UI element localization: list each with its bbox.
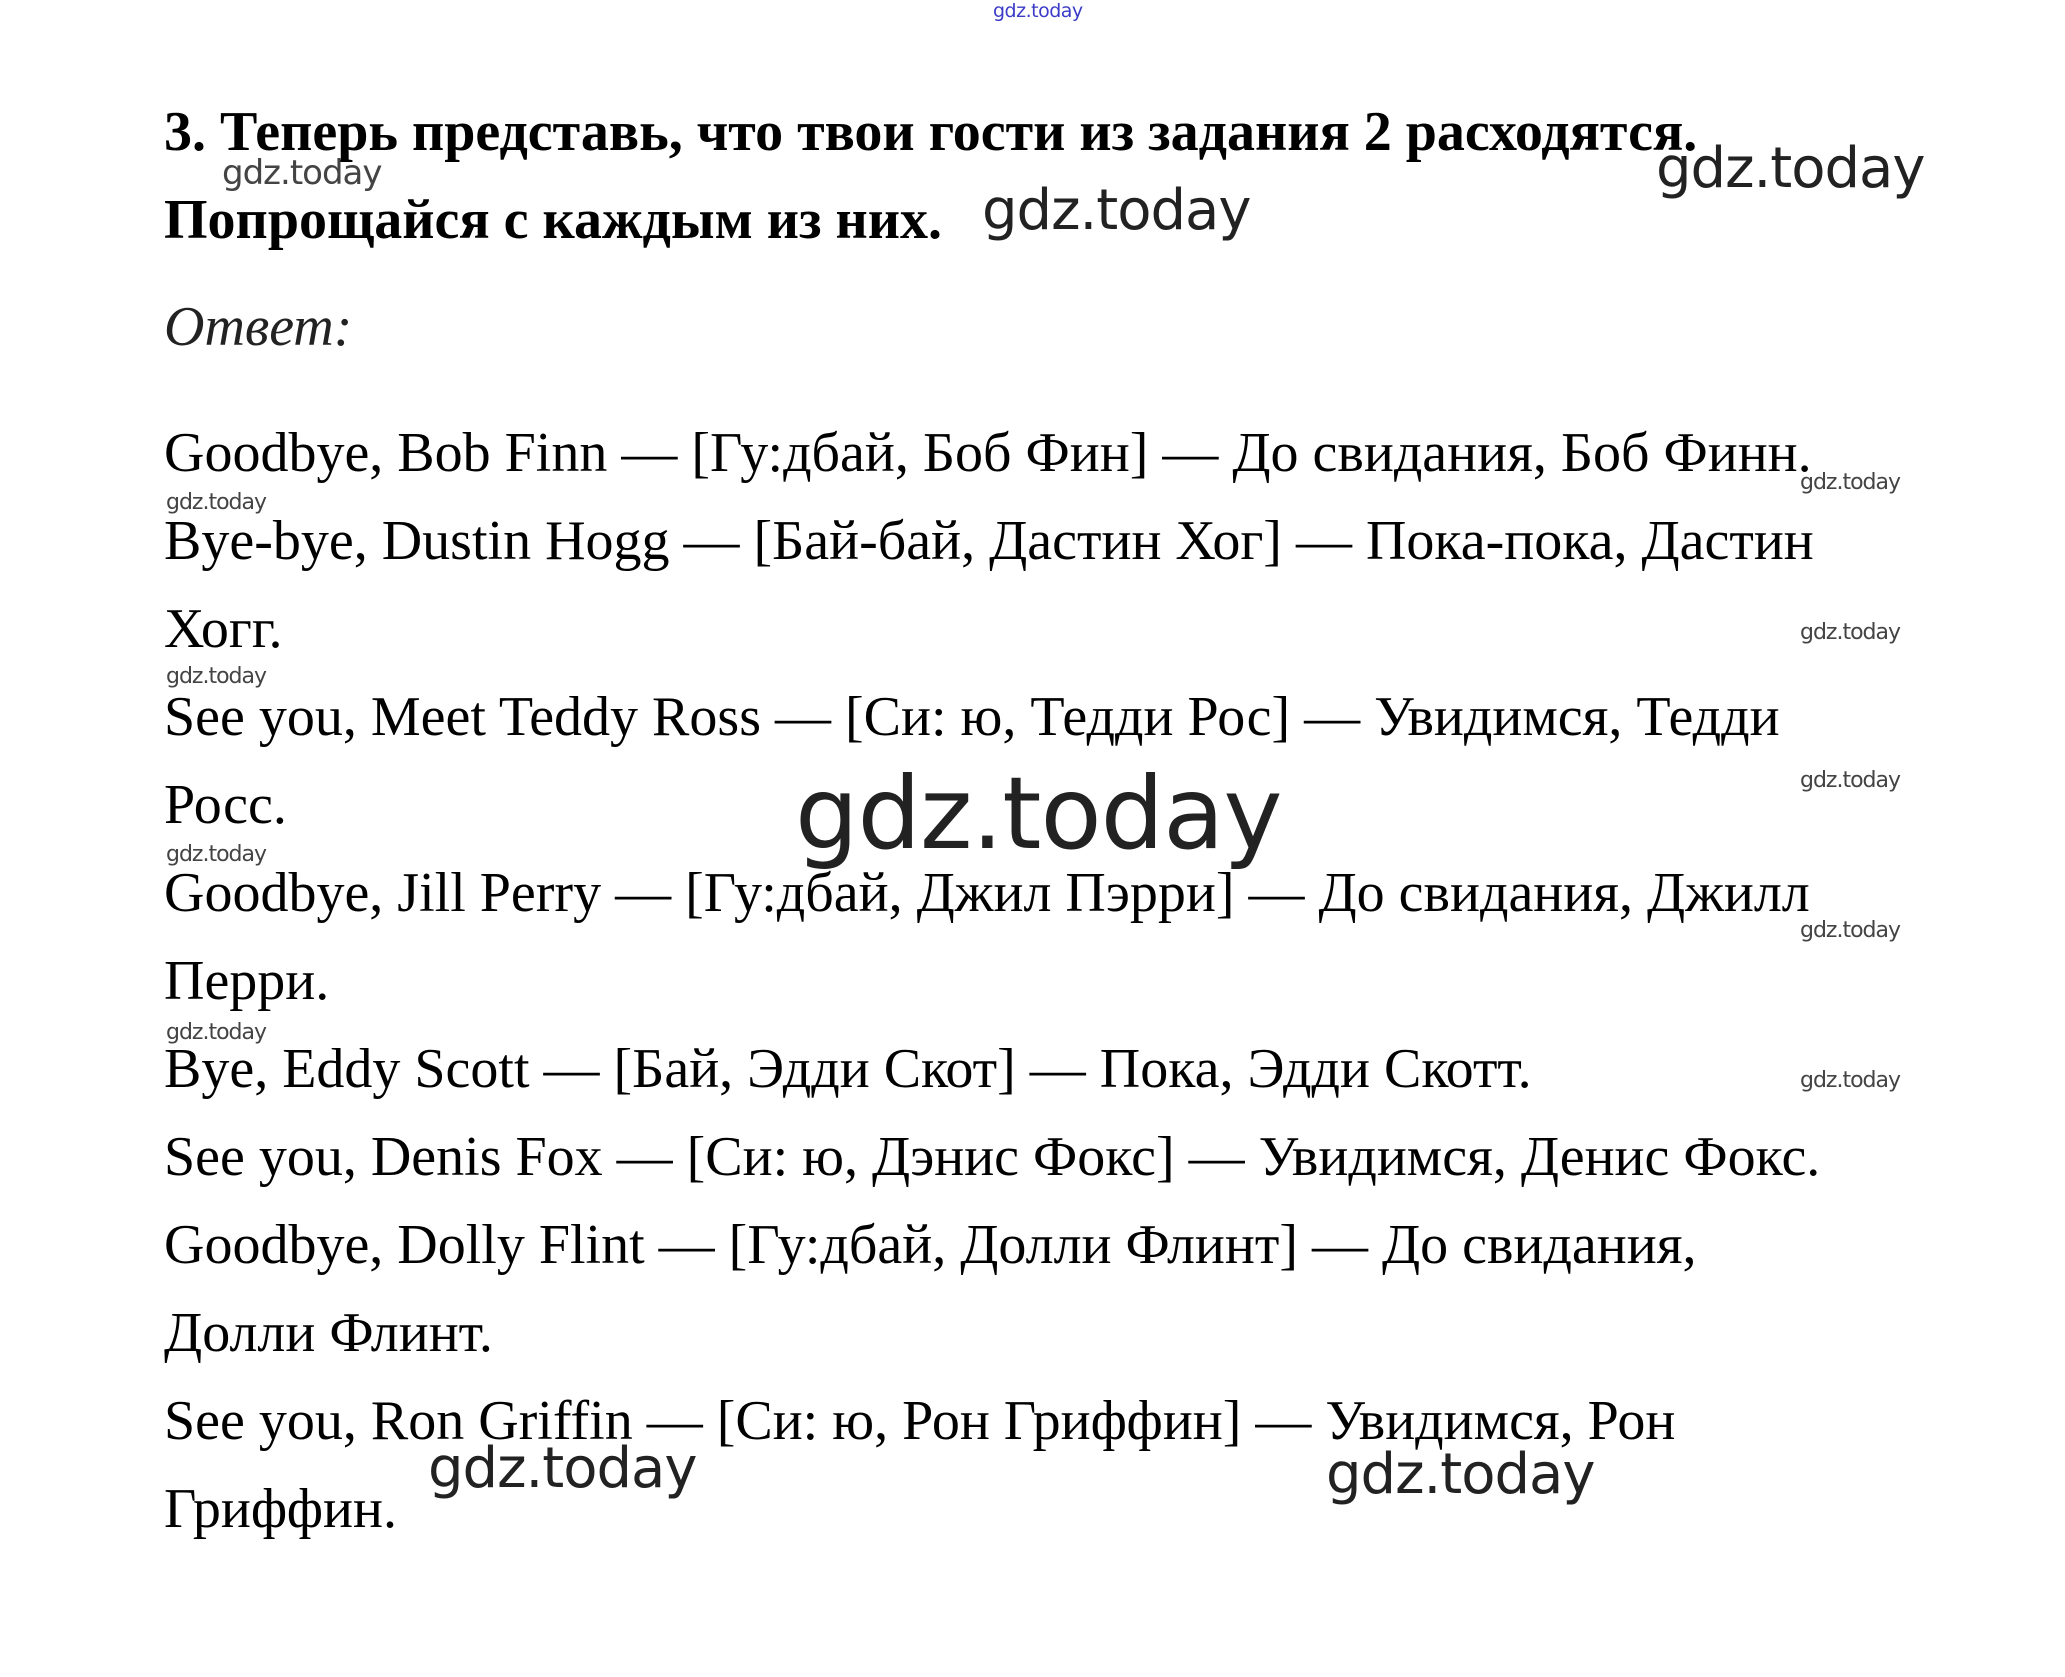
task-title-line-2: Попрощайся с каждым из них. bbox=[164, 189, 943, 251]
answer-line: Росс. bbox=[164, 774, 287, 836]
answer-line: See you, Denis Fox — [Си: ю, Дэнис Фокс] — Увидимся, Денис Фокс. bbox=[164, 1126, 1821, 1188]
watermark: gdz.today bbox=[1800, 768, 1901, 793]
answer-line: See you, Meet Teddy Ross — [Си: ю, Тедди Рос] — Увидимся, Тедди bbox=[164, 686, 1780, 748]
watermark: gdz.today bbox=[166, 1020, 267, 1045]
answer-line: See you, Ron Griffin — [Си: ю, Рон Гриффин] — Увидимся, Рон bbox=[164, 1390, 1676, 1452]
watermark: gdz.today bbox=[166, 664, 267, 689]
watermark: gdz.today bbox=[982, 178, 1251, 243]
answer-line: Гриффин. bbox=[164, 1478, 397, 1540]
answer-line: Перри. bbox=[164, 950, 330, 1012]
answer-line: Goodbye, Bob Finn — [Гу:дбай, Боб Фин] — До свидания, Боб Финн. bbox=[164, 422, 1812, 484]
answer-line: Долли Флинт. bbox=[164, 1302, 493, 1364]
answer-list bbox=[164, 409, 1924, 1553]
watermark: gdz.today bbox=[1800, 918, 1901, 943]
answer-line: Bye, Eddy Scott — [Бай, Эдди Скот] — Пока, Эдди Скотт. bbox=[164, 1038, 1532, 1100]
watermark: gdz.today bbox=[1800, 620, 1901, 645]
answer-label: Ответ: bbox=[164, 296, 353, 358]
watermark: gdz.today bbox=[1656, 136, 1925, 201]
answer-line: Goodbye, Jill Perry — [Гу:дбай, Джил Пэрри] — До свидания, Джилл bbox=[164, 862, 1810, 924]
watermark: gdz.today bbox=[428, 1436, 697, 1501]
task-title-line-1: 3. Теперь представь, что твои гости из задания 2 расходятся. bbox=[164, 101, 1698, 163]
watermark: gdz.today bbox=[1800, 470, 1901, 495]
answer-line: Хогг. bbox=[164, 598, 283, 660]
watermark: gdz.today bbox=[222, 153, 382, 193]
top-watermark: gdz.today bbox=[993, 0, 1083, 22]
watermark: gdz.today bbox=[1326, 1442, 1595, 1507]
watermark: gdz.today bbox=[166, 842, 267, 867]
watermark: gdz.today bbox=[1800, 1068, 1901, 1093]
watermark: gdz.today bbox=[166, 490, 267, 515]
watermark: gdz.today bbox=[795, 755, 1282, 872]
answer-line: Bye-bye, Dustin Hogg — [Бай-бай, Дастин Хог] — Пока-пока, Дастин bbox=[164, 510, 1814, 572]
answer-line: Goodbye, Dolly Flint — [Гу:дбай, Долли Флинт] — До свидания, bbox=[164, 1214, 1697, 1276]
